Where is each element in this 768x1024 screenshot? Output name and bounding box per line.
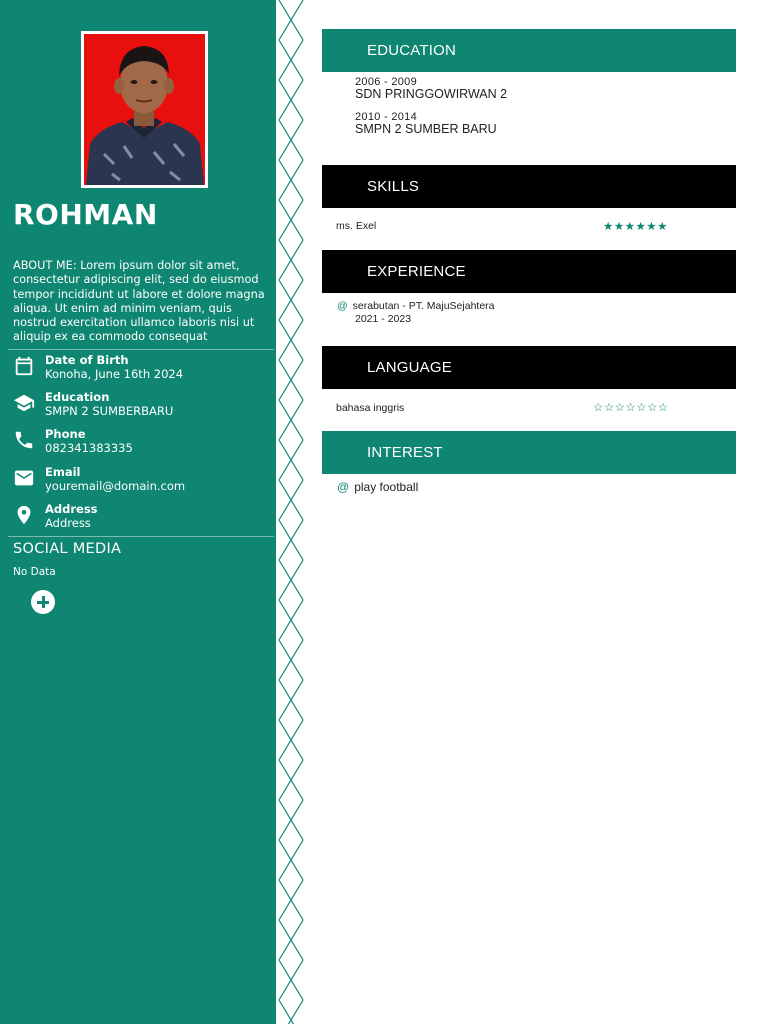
info-education [13,390,268,424]
info-label: Date of Birth [45,353,129,367]
at-icon: @ [337,300,348,312]
graduation-cap-icon [13,392,35,414]
star-filled-icon: ★ [635,221,647,233]
star-empty-icon: ☆ [593,402,604,414]
education-years: 2010 - 2014 [355,111,418,123]
info-address [13,502,268,536]
location-pin-icon [13,504,35,526]
interest-item [337,480,418,494]
info-label: Education [45,390,110,404]
info-email [13,465,268,499]
skill-rating-stars [603,219,668,233]
star-filled-icon: ★ [613,221,625,233]
education-school: SDN PRINGGOWIRWAN 2 [355,87,508,101]
star-empty-icon: ☆ [625,402,637,414]
add-social-button[interactable] [31,590,55,614]
divider [8,349,274,350]
star-empty-icon: ☆ [614,402,626,414]
divider [8,536,274,537]
section-header-language: LANGUAGE [322,346,736,389]
education-item [355,76,507,101]
info-label: Email [45,465,81,479]
info-value: youremail@domain.com [45,479,186,493]
experience-item [337,300,495,312]
info-value: SMPN 2 SUMBERBARU [45,404,174,418]
section-header-experience: EXPERIENCE [322,250,736,293]
profile-name: ROHMAN [13,198,158,231]
info-value: Address [45,516,91,530]
star-filled-icon: ★ [603,221,614,233]
social-media-title: SOCIAL MEDIA [13,541,122,557]
social-empty-text: No Data [13,566,56,578]
star-empty-icon: ☆ [647,402,658,414]
decorative-diamond-strip [276,0,306,1024]
info-label: Address [45,502,98,516]
language-rating-stars [593,400,669,414]
education-school: SMPN 2 SUMBER BARU [355,122,497,136]
star-filled-icon: ★ [646,221,658,233]
section-header-skills: SKILLS [322,165,736,208]
language-name: bahasa inggris [336,402,405,414]
experience-title: serabutan - PT. MajuSejahtera [352,300,495,312]
star-empty-icon: ☆ [603,402,615,414]
skill-name: ms. Exel [336,220,377,232]
info-value: 082341383335 [45,441,133,455]
profile-photo [81,31,208,188]
info-value: Konoha, June 16th 2024 [45,367,184,381]
interest-text: play football [354,480,419,494]
education-item [355,111,497,136]
at-icon: @ [337,480,350,494]
info-phone [13,427,268,461]
star-filled-icon: ★ [624,221,636,233]
section-header-interest: INTEREST [322,431,736,474]
calendar-icon [13,355,35,377]
star-filled-icon: ★ [657,221,668,233]
education-years: 2006 - 2009 [355,76,418,88]
phone-icon [13,429,35,451]
sidebar [0,0,276,1024]
about-text: ABOUT ME: Lorem ipsum dolor sit amet, consectetur adipiscing elit, sed do eiusmod tempor incididunt ut labore et dolore magna aliqua. Ut enim ad minim veniam, quis nostrud exercitation ullamco laboris nisi ut aliquip ex ea commodo consequat [13,259,265,344]
info-dob [13,353,268,387]
experience-years: 2021 - 2023 [355,313,412,325]
star-empty-icon: ☆ [636,402,648,414]
section-header-education: EDUCATION [322,29,736,72]
star-empty-icon: ☆ [657,402,669,414]
info-label: Phone [45,427,86,441]
mail-icon [13,467,35,489]
